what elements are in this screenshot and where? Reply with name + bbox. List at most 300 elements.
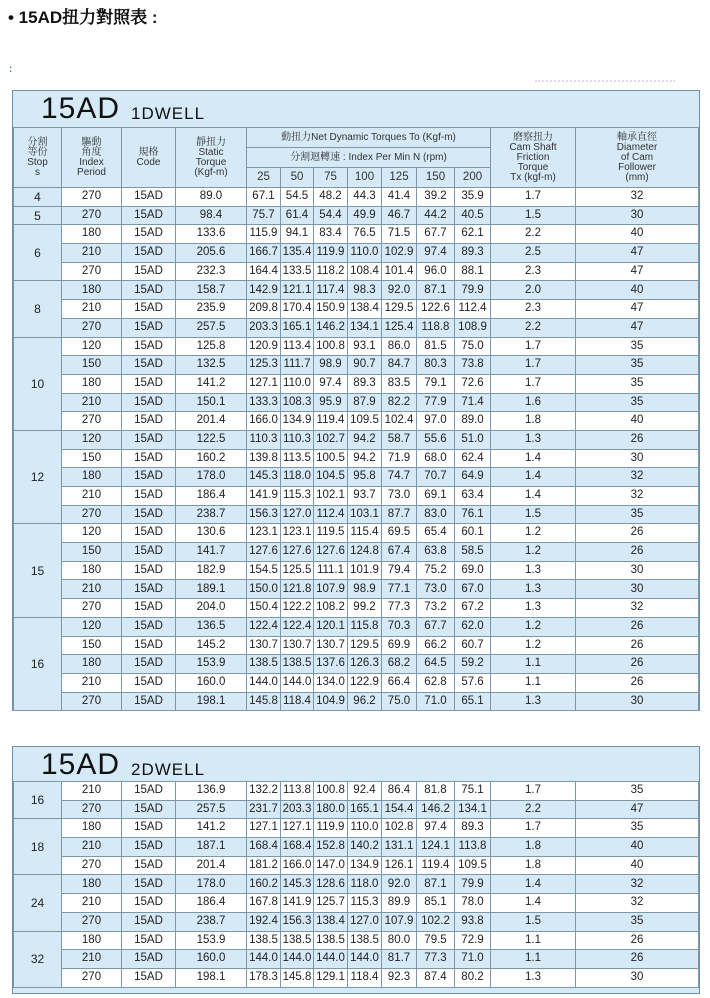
table-cell: 79.9 xyxy=(455,281,491,300)
header-static-torque xyxy=(176,128,247,188)
torque-table-2dwell xyxy=(13,781,699,988)
header-stops-line: Stop xyxy=(27,156,48,168)
stops-cell: 18 xyxy=(14,819,62,875)
table-cell: 1.4 xyxy=(491,468,576,487)
table-cell: 1.7 xyxy=(491,819,576,838)
table-cell: 95.9 xyxy=(314,393,348,412)
table-row xyxy=(14,599,699,618)
table-cell: 66.4 xyxy=(382,673,417,692)
table-cell: 119.4 xyxy=(314,412,348,431)
stops-cell: 32 xyxy=(14,931,62,987)
table-cell: 86.4 xyxy=(382,782,417,801)
table-cell: 141.9 xyxy=(281,894,314,913)
table-cell: 1.3 xyxy=(491,561,576,580)
table-cell: 100.8 xyxy=(314,337,348,356)
table-cell: 71.9 xyxy=(382,449,417,468)
table-cell: 130.6 xyxy=(176,524,247,543)
table-cell: 128.6 xyxy=(314,875,348,894)
table-cell: 1.7 xyxy=(491,337,576,356)
header-diameter-line: Follower xyxy=(618,161,656,173)
table-cell: 83.5 xyxy=(382,374,417,393)
table-cell: 1.3 xyxy=(491,968,576,987)
table-cell: 270 xyxy=(62,206,122,225)
table-cell: 133.3 xyxy=(247,393,281,412)
table-cell: 180 xyxy=(62,655,122,674)
table-cell: 26 xyxy=(576,430,699,449)
table-cell: 182.9 xyxy=(176,561,247,580)
table-cell: 69.5 xyxy=(382,524,417,543)
table-cell: 117.4 xyxy=(314,281,348,300)
table-cell: 95.8 xyxy=(348,468,382,487)
header-friction-torque xyxy=(491,128,576,188)
table-cell: 35 xyxy=(576,819,699,838)
table-cell: 75.7 xyxy=(247,206,281,225)
table-cell: 102.7 xyxy=(314,430,348,449)
table-cell: 102.4 xyxy=(382,412,417,431)
table-cell: 89.3 xyxy=(455,244,491,263)
table-cell: 35 xyxy=(576,393,699,412)
header-period-line: 驅動 xyxy=(81,136,102,148)
table-cell: 178.0 xyxy=(176,875,247,894)
table-cell: 47 xyxy=(576,800,699,819)
table-cell: 111.1 xyxy=(314,561,348,580)
table-cell: 147.0 xyxy=(314,856,348,875)
table-cell: 48.2 xyxy=(314,188,348,207)
table-cell: 70.3 xyxy=(382,617,417,636)
table-cell: 92.0 xyxy=(382,875,417,894)
table-cell: 40 xyxy=(576,856,699,875)
table-cell: 270 xyxy=(62,318,122,337)
table-cell: 96.2 xyxy=(348,692,382,711)
table-cell: 180 xyxy=(62,281,122,300)
header-diameter-line: of Cam xyxy=(620,151,654,163)
table-row xyxy=(14,931,699,950)
table-cell: 1.1 xyxy=(491,655,576,674)
table-cell: 1.6 xyxy=(491,393,576,412)
table-cell: 69.1 xyxy=(417,487,455,506)
table-cell: 1.1 xyxy=(491,673,576,692)
table-cell: 76.1 xyxy=(455,505,491,524)
table-cell: 118.4 xyxy=(348,968,382,987)
table-row xyxy=(14,950,699,969)
table-cell: 192.4 xyxy=(247,912,281,931)
table-cell: 127.1 xyxy=(247,819,281,838)
table-cell: 1.3 xyxy=(491,599,576,618)
table-cell: 32 xyxy=(576,599,699,618)
table-cell: 64.9 xyxy=(455,468,491,487)
table-cell: 178.3 xyxy=(247,968,281,987)
table-cell: 120 xyxy=(62,524,122,543)
table-cell: 71.5 xyxy=(382,225,417,244)
table-cell: 139.8 xyxy=(247,449,281,468)
table-row xyxy=(14,543,699,562)
table-cell: 133.5 xyxy=(281,262,314,281)
header-stops xyxy=(14,128,62,188)
table-cell: 238.7 xyxy=(176,505,247,524)
table-cell: 1.8 xyxy=(491,412,576,431)
table-cell: 96.0 xyxy=(417,262,455,281)
table-row xyxy=(14,281,699,300)
table-cell: 89.0 xyxy=(176,188,247,207)
table-cell: 118.4 xyxy=(281,692,314,711)
table-cell: 2.2 xyxy=(491,225,576,244)
table-cell: 138.4 xyxy=(348,300,382,319)
header-code xyxy=(122,128,176,188)
header-friction-line: Cam Shaft xyxy=(509,141,557,153)
table-cell: 77.3 xyxy=(382,599,417,618)
table-cell: 170.4 xyxy=(281,300,314,319)
table-cell: 132.2 xyxy=(247,782,281,801)
table-cell: 54.4 xyxy=(314,206,348,225)
table-cell: 153.9 xyxy=(176,655,247,674)
header-index-speed: 分割迴轉速 : Index Per Min N (rpm) xyxy=(247,148,491,168)
table-cell: 63.8 xyxy=(417,543,455,562)
table-cell: 1.7 xyxy=(491,356,576,375)
table-cell: 97.4 xyxy=(314,374,348,393)
table-cell: 15AD xyxy=(122,819,176,838)
table-cell: 166.7 xyxy=(247,244,281,263)
table-cell: 67.1 xyxy=(247,188,281,207)
table-cell: 203.3 xyxy=(247,318,281,337)
table-cell: 32 xyxy=(576,894,699,913)
table-cell: 75.0 xyxy=(455,337,491,356)
table-cell: 125.8 xyxy=(176,337,247,356)
table-cell: 92.0 xyxy=(382,281,417,300)
table-cell: 1.7 xyxy=(491,782,576,801)
header-period-line: Index xyxy=(79,156,104,168)
table-cell: 136.9 xyxy=(176,782,247,801)
table-cell: 120 xyxy=(62,617,122,636)
table-cell: 15AD xyxy=(122,931,176,950)
table-cell: 70.7 xyxy=(417,468,455,487)
table-cell: 110.0 xyxy=(348,244,382,263)
table-cell: 101.4 xyxy=(382,262,417,281)
table-cell: 156.3 xyxy=(247,505,281,524)
table-row xyxy=(14,782,699,801)
table-cell: 1.5 xyxy=(491,505,576,524)
table-cell: 138.5 xyxy=(314,931,348,950)
table-cell: 127.6 xyxy=(281,543,314,562)
table-cell: 210 xyxy=(62,673,122,692)
table-row xyxy=(14,968,699,987)
header-diameter xyxy=(576,128,699,188)
table-cell: 2.5 xyxy=(491,244,576,263)
table-cell: 15AD xyxy=(122,300,176,319)
table-row xyxy=(14,636,699,655)
table-cell: 40.5 xyxy=(455,206,491,225)
table-cell: 150 xyxy=(62,449,122,468)
table-cell: 35 xyxy=(576,337,699,356)
table-cell: 1.7 xyxy=(491,188,576,207)
table-cell: 144.0 xyxy=(348,950,382,969)
table-row xyxy=(14,875,699,894)
table-cell: 81.8 xyxy=(417,782,455,801)
table-cell: 154.4 xyxy=(382,800,417,819)
table-row xyxy=(14,412,699,431)
stops-cell: 8 xyxy=(14,281,62,337)
table-cell: 1.8 xyxy=(491,838,576,857)
table-cell: 156.3 xyxy=(281,912,314,931)
table-cell: 15AD xyxy=(122,912,176,931)
table-cell: 79.5 xyxy=(417,931,455,950)
table-cell: 15AD xyxy=(122,655,176,674)
table-cell: 88.1 xyxy=(455,262,491,281)
table-cell: 109.5 xyxy=(348,412,382,431)
table-cell: 129.5 xyxy=(348,636,382,655)
header-diameter-line: 軸承直徑 xyxy=(617,131,658,143)
table-cell: 65.4 xyxy=(417,524,455,543)
table-cell: 15AD xyxy=(122,449,176,468)
table-cell: 2.3 xyxy=(491,262,576,281)
table-row xyxy=(14,819,699,838)
table-cell: 154.5 xyxy=(247,561,281,580)
table-cell: 67.7 xyxy=(417,617,455,636)
table-cell: 180 xyxy=(62,819,122,838)
table-cell: 62.8 xyxy=(417,673,455,692)
table-cell: 67.2 xyxy=(455,599,491,618)
table-cell: 26 xyxy=(576,543,699,562)
table-cell: 32 xyxy=(576,487,699,506)
table-cell: 98.3 xyxy=(348,281,382,300)
table-cell: 93.7 xyxy=(348,487,382,506)
table-cell: 110.3 xyxy=(247,430,281,449)
table-cell: 120 xyxy=(62,337,122,356)
table-cell: 1.2 xyxy=(491,617,576,636)
torque-table-1dwell xyxy=(13,127,699,711)
table-cell: 150 xyxy=(62,356,122,375)
table-banner xyxy=(13,91,699,127)
table-cell: 270 xyxy=(62,505,122,524)
table-cell: 87.1 xyxy=(417,281,455,300)
header-code-line: 規格 xyxy=(138,146,159,158)
table-cell: 205.6 xyxy=(176,244,247,263)
table-cell: 15AD xyxy=(122,838,176,857)
table-cell: 168.4 xyxy=(281,838,314,857)
table-cell: 89.9 xyxy=(382,894,417,913)
header-friction-line: 磨察扭力 xyxy=(513,131,554,143)
table-cell: 235.9 xyxy=(176,300,247,319)
table-cell: 111.7 xyxy=(281,356,314,375)
table-row xyxy=(14,225,699,244)
table-cell: 109.5 xyxy=(455,856,491,875)
table-cell: 1.4 xyxy=(491,875,576,894)
table-cell: 26 xyxy=(576,524,699,543)
table-cell: 1.2 xyxy=(491,636,576,655)
table-cell: 100.8 xyxy=(314,782,348,801)
table-cell: 89.0 xyxy=(455,412,491,431)
header-static-line: 靜扭力 xyxy=(196,136,226,148)
table-cell: 122.4 xyxy=(281,617,314,636)
header-period-line: 角度 xyxy=(81,146,102,158)
table-cell: 210 xyxy=(62,894,122,913)
table-cell: 104.5 xyxy=(314,468,348,487)
header-speed-150: 150 xyxy=(417,168,455,188)
table-cell: 103.1 xyxy=(348,505,382,524)
table-cell: 2.3 xyxy=(491,300,576,319)
table-cell: 138.5 xyxy=(281,655,314,674)
table-cell: 1.1 xyxy=(491,931,576,950)
table-cell: 145.8 xyxy=(247,692,281,711)
table-cell: 60.7 xyxy=(455,636,491,655)
table-cell: 44.3 xyxy=(348,188,382,207)
table-cell: 102.9 xyxy=(382,244,417,263)
table-cell: 1.5 xyxy=(491,206,576,225)
table-cell: 167.8 xyxy=(247,894,281,913)
table-cell: 270 xyxy=(62,968,122,987)
table-cell: 115.3 xyxy=(281,487,314,506)
table-body xyxy=(14,188,699,711)
table-cell: 81.5 xyxy=(417,337,455,356)
table-cell: 71.4 xyxy=(455,393,491,412)
table-row xyxy=(14,468,699,487)
table-cell: 121.8 xyxy=(281,580,314,599)
table-cell: 186.4 xyxy=(176,487,247,506)
table-cell: 210 xyxy=(62,487,122,506)
header-stops-line: s xyxy=(35,166,40,178)
table-row xyxy=(14,300,699,319)
table-cell: 35.9 xyxy=(455,188,491,207)
table-cell: 210 xyxy=(62,782,122,801)
table-cell: 204.0 xyxy=(176,599,247,618)
table-cell: 119.4 xyxy=(417,856,455,875)
table-cell: 120.9 xyxy=(247,337,281,356)
table-cell: 113.8 xyxy=(455,838,491,857)
table-cell: 132.5 xyxy=(176,356,247,375)
table-cell: 127.6 xyxy=(314,543,348,562)
table-cell: 141.2 xyxy=(176,374,247,393)
table-cell: 15AD xyxy=(122,206,176,225)
table-cell: 122.4 xyxy=(247,617,281,636)
table-cell: 138.5 xyxy=(247,655,281,674)
table-cell: 231.7 xyxy=(247,800,281,819)
table-cell: 166.0 xyxy=(281,856,314,875)
table-cell: 122.2 xyxy=(281,599,314,618)
table-cell: 134.1 xyxy=(455,800,491,819)
table-cell: 125.3 xyxy=(247,356,281,375)
table-cell: 49.9 xyxy=(348,206,382,225)
table-cell: 104.9 xyxy=(314,692,348,711)
table-cell: 180 xyxy=(62,875,122,894)
table-cell: 32 xyxy=(576,188,699,207)
table-cell: 30 xyxy=(576,449,699,468)
table-cell: 180 xyxy=(62,561,122,580)
table-row xyxy=(14,393,699,412)
table-cell: 15AD xyxy=(122,412,176,431)
header-speed-100: 100 xyxy=(348,168,382,188)
table-cell: 39.2 xyxy=(417,188,455,207)
table-cell: 32 xyxy=(576,875,699,894)
table-cell: 71.0 xyxy=(455,950,491,969)
table-cell: 1.4 xyxy=(491,894,576,913)
table-cell: 40 xyxy=(576,225,699,244)
table-cell: 131.1 xyxy=(382,838,417,857)
header-period xyxy=(62,128,122,188)
table-cell: 87.7 xyxy=(382,505,417,524)
table-cell: 15AD xyxy=(122,318,176,337)
table-cell: 112.4 xyxy=(455,300,491,319)
table-cell: 144.0 xyxy=(281,950,314,969)
table-cell: 30 xyxy=(576,580,699,599)
table-cell: 92.3 xyxy=(382,968,417,987)
table-cell: 76.5 xyxy=(348,225,382,244)
table-cell: 15AD xyxy=(122,487,176,506)
table-cell: 134.9 xyxy=(281,412,314,431)
table-cell: 134.1 xyxy=(348,318,382,337)
table-cell: 15AD xyxy=(122,599,176,618)
table-cell: 201.4 xyxy=(176,412,247,431)
header-diameter-line: Diameter xyxy=(616,141,658,153)
page-title: • 15AD扭力對照表 : xyxy=(8,8,158,27)
table-cell: 2.2 xyxy=(491,318,576,337)
table-cell: 100.5 xyxy=(314,449,348,468)
table-cell: 270 xyxy=(62,188,122,207)
table-cell: 1.3 xyxy=(491,430,576,449)
table-cell: 144.0 xyxy=(247,673,281,692)
table-cell: 152.8 xyxy=(314,838,348,857)
table-cell: 150.4 xyxy=(247,599,281,618)
table-cell: 138.4 xyxy=(314,912,348,931)
table-cell: 15AD xyxy=(122,894,176,913)
table-cell: 73.0 xyxy=(417,580,455,599)
table-cell: 80.2 xyxy=(455,968,491,987)
table-cell: 180.0 xyxy=(314,800,348,819)
table-cell: 68.0 xyxy=(417,449,455,468)
table-cell: 270 xyxy=(62,856,122,875)
table-cell: 178.0 xyxy=(176,468,247,487)
header-stops-line: 分割 xyxy=(27,136,48,148)
table-cell: 73.2 xyxy=(417,599,455,618)
table-cell: 102.1 xyxy=(314,487,348,506)
table-row xyxy=(14,524,699,543)
table-cell: 15AD xyxy=(122,617,176,636)
table-cell: 165.1 xyxy=(348,800,382,819)
table-cell: 158.7 xyxy=(176,281,247,300)
table-cell: 46.7 xyxy=(382,206,417,225)
table-cell: 144.0 xyxy=(314,950,348,969)
table-cell: 15AD xyxy=(122,505,176,524)
table-cell: 64.5 xyxy=(417,655,455,674)
table-cell: 15AD xyxy=(122,430,176,449)
table-cell: 1.3 xyxy=(491,692,576,711)
table-cell: 127.1 xyxy=(247,374,281,393)
table-cell: 51.0 xyxy=(455,430,491,449)
table-cell: 124.8 xyxy=(348,543,382,562)
table-cell: 210 xyxy=(62,244,122,263)
table-cell: 26 xyxy=(576,617,699,636)
header-stops-line: 等份 xyxy=(27,146,48,158)
table-cell: 1.4 xyxy=(491,449,576,468)
table-cell: 15AD xyxy=(122,636,176,655)
table-cell: 15AD xyxy=(122,856,176,875)
table-cell: 15AD xyxy=(122,281,176,300)
table-cell: 30 xyxy=(576,206,699,225)
table-cell: 110.0 xyxy=(348,819,382,838)
table-cell: 97.0 xyxy=(417,412,455,431)
table-cell: 160.0 xyxy=(176,673,247,692)
table-cell: 123.1 xyxy=(247,524,281,543)
table-row xyxy=(14,580,699,599)
stops-cell: 12 xyxy=(14,430,62,523)
table-cell: 15AD xyxy=(122,337,176,356)
header-speed-125: 125 xyxy=(382,168,417,188)
table-cell: 1.7 xyxy=(491,374,576,393)
table-cell: 97.4 xyxy=(417,244,455,263)
table-cell: 58.7 xyxy=(382,430,417,449)
table-cell: 129.5 xyxy=(382,300,417,319)
table-cell: 15AD xyxy=(122,524,176,543)
table-cell: 98.9 xyxy=(314,356,348,375)
table-cell: 130.7 xyxy=(247,636,281,655)
